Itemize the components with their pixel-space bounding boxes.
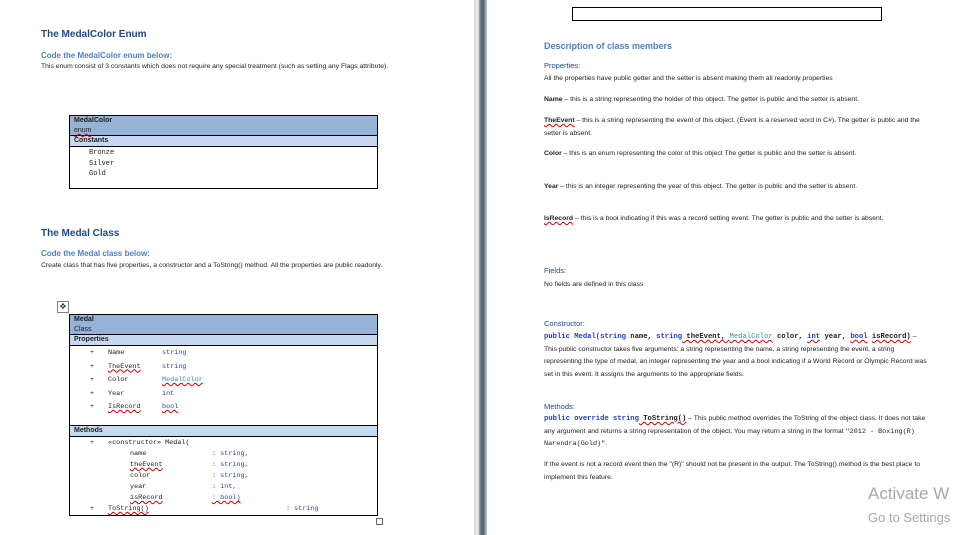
property-row: + Color MedalColor xyxy=(90,376,203,384)
table-move-handle-icon[interactable]: ✥ xyxy=(57,301,69,313)
class-uml-box xyxy=(69,314,378,516)
properties-section-header: Properties xyxy=(70,335,378,346)
constructor-row: + «constructor» Medal( xyxy=(90,439,190,447)
enum-box-name: MedalColor xyxy=(74,117,113,124)
constructor-param: year : int, xyxy=(130,483,237,491)
property-row: + Name string xyxy=(90,349,187,357)
methods-label: Methods: xyxy=(544,402,575,411)
properties-intro: All the properties have public getter and the setter is absent making them all readonly properties xyxy=(544,75,833,82)
class-subheading: Code the Medal class below: xyxy=(41,249,150,258)
record-note: If the event is not a record event then the "(R)" should not be present in the output. The ToString() method is the best place to implement this feature. xyxy=(544,461,920,481)
prop-name-description: Name – this is a string representing the holder of this object. The getter is public and the setter is absent. xyxy=(544,96,859,103)
property-row: + IsRecord bool xyxy=(90,403,179,411)
right-document-page xyxy=(487,0,961,535)
constructor-label: Constructor: xyxy=(544,319,585,328)
constructor-param: isRecord : bool) xyxy=(130,494,241,502)
enum-constant-item: Gold xyxy=(89,170,106,178)
property-row: + TheEvent string xyxy=(90,362,187,371)
properties-label: Properties: xyxy=(544,61,581,70)
table-resize-handle[interactable] xyxy=(376,518,383,525)
enum-constant-item: Silver xyxy=(89,159,115,168)
prop-isrecord-description: IsRecord – this is a bool indicating if this was a record setting event. The getter is public and the setter is absent. xyxy=(544,215,884,222)
enum-description: This enum consist of 3 constants which does not require any special treatment (such as setting any Flags attribute). xyxy=(41,63,389,70)
page-gutter xyxy=(474,0,487,535)
constructor-param: color : string, xyxy=(130,472,249,480)
constructor-param: name : string, xyxy=(130,450,249,458)
activate-windows-watermark: Activate W xyxy=(868,484,950,503)
prop-color-description: Color – this is an enum representing the color of this object The getter is public and the setter is absent. xyxy=(544,150,857,157)
left-document-page xyxy=(0,0,474,535)
method-row: + ToString() : string xyxy=(90,505,319,513)
enum-constant-item: Bronze xyxy=(89,149,115,157)
class-box-name: Medal xyxy=(74,316,94,323)
class-heading: The Medal Class xyxy=(41,228,120,239)
constructor-description: public Medal(string name, string theEvent, MedalColor color, int year, bool isRecord) – This public constructor takes five arguments: a string representing the name, a string representing the event, a string representing the type of medal, an integer representing the year and a bool indicating if a World Record or Olympic Record was set in this event. It assigns the arguments to the appropriate fields. xyxy=(544,333,927,378)
enum-subheading: Code the MedalColor enum below: xyxy=(41,51,173,60)
constructor-param: theEvent : string, xyxy=(130,461,249,469)
enum-uml-box xyxy=(69,115,378,189)
fields-label: Fields: xyxy=(544,266,567,275)
go-to-settings-watermark: Go to Settings xyxy=(868,510,951,525)
enum-box-stereotype: enum xyxy=(74,127,92,134)
methods-section-header: Methods xyxy=(70,426,378,437)
class-description: Create class that has five properties, a constructor and a ToString() method. All the properties are public readonly. xyxy=(41,262,383,269)
prop-year-description: Year – this is an integer representing the year of this object. The getter is public and the setter is absent. xyxy=(544,183,858,190)
property-row: + Year int xyxy=(90,389,175,398)
description-heading: Description of class members xyxy=(544,41,673,51)
enum-heading: The MedalColor Enum xyxy=(41,29,147,40)
enum-constants-section: Constants xyxy=(70,136,378,147)
empty-text-box xyxy=(572,7,882,21)
prop-event-description: TheEvent – this is a string representing the event of this object. (Event is a reserved word in C#). The getter is public and the setter is absent. xyxy=(544,117,920,137)
class-box-stereotype: Class xyxy=(74,326,92,333)
fields-text: No fields are defined in this class xyxy=(544,281,644,288)
method-description: public override string ToString() – This public method overrides the ToString of the object class. It does not take any argument and returns a string representation of the object. You may return a string in the format "2012 - Boxing(R) Narendra(Gold)". xyxy=(544,415,926,448)
